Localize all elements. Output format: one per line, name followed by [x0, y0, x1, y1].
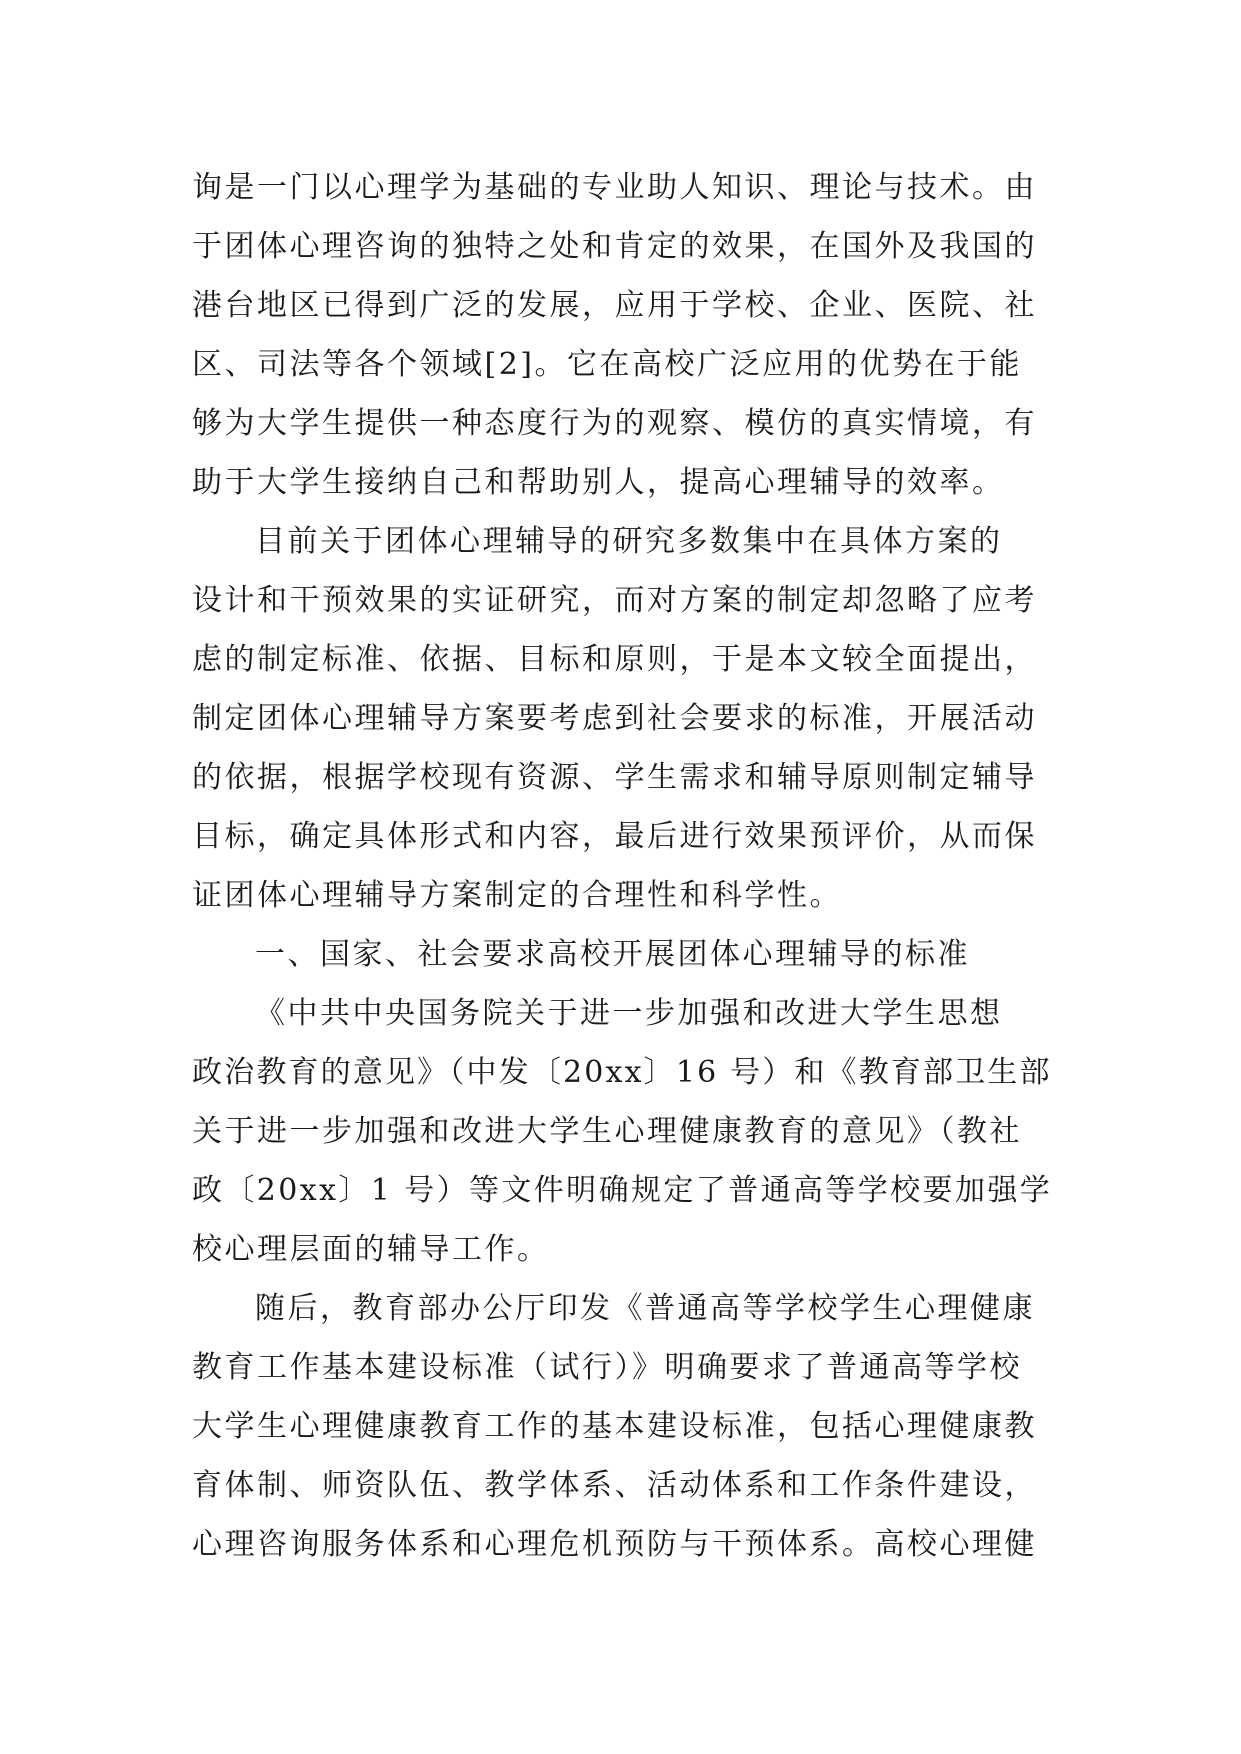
text-line: 设计和干预效果的实证研究，而对方案的制定却忽略了应考 — [192, 583, 1037, 618]
text-line: 虑的制定标准、依据、目标和原则，于是本文较全面提出， — [192, 642, 1037, 677]
text-line: 教育工作基本建设标准（试行）》明确要求了普通高等学校 — [192, 1350, 1022, 1385]
text-line: 校心理层面的辅导工作。 — [192, 1232, 550, 1267]
text-line: 心理咨询服务体系和心理危机预防与干预体系。高校心理健 — [192, 1527, 1037, 1562]
text-line: 询是一门以心理学为基础的专业助人知识、理论与技术。由 — [192, 170, 1037, 205]
text-line: 港台地区已得到广泛的发展，应用于学校、企业、医院、社 — [192, 288, 1037, 323]
text-line: 目标，确定具体形式和内容，最后进行效果预评价，从而保 — [192, 819, 1037, 854]
text-line: 《中共中央国务院关于进一步加强和改进大学生思想 — [255, 996, 1003, 1031]
text-line: 一、国家、社会要求高校开展团体心理辅导的标准 — [255, 937, 970, 972]
text-line: 育体制、师资队伍、教学体系、活动体系和工作条件建设， — [192, 1468, 1037, 1503]
text-line: 关于进一步加强和改进大学生心理健康教育的意见》（教社 — [192, 1114, 1022, 1149]
text-line: 随后，教育部办公厅印发《普通高等学校学生心理健康 — [255, 1291, 1035, 1326]
text-line: 目前关于团体心理辅导的研究多数集中在具体方案的 — [255, 524, 1003, 559]
text-line: 制定团体心理辅导方案要考虑到社会要求的标准，开展活动 — [192, 701, 1037, 736]
text-line: 助于大学生接纳自己和帮助别人，提高心理辅导的效率。 — [192, 465, 1005, 500]
text-line: 大学生心理健康教育工作的基本建设标准，包括心理健康教 — [192, 1409, 1037, 1444]
body-text — [192, 158, 1052, 1574]
text-line: 够为大学生提供一种态度行为的观察、模仿的真实情境，有 — [192, 406, 1037, 441]
text-line: 的依据，根据学校现有资源、学生需求和辅导原则制定辅导 — [192, 760, 1037, 795]
text-line: 于团体心理咨询的独特之处和肯定的效果，在国外及我国的 — [192, 229, 1037, 264]
text-line: 证团体心理辅导方案制定的合理性和科学性。 — [192, 878, 842, 913]
text-line: 区、司法等各个领域[2]。它在高校广泛应用的优势在于能 — [192, 347, 1022, 382]
text-line: 政〔20xx〕1 号）等文件明确规定了普通高等学校要加强学 — [192, 1173, 1053, 1208]
text-line: 政治教育的意见》（中发〔20xx〕16 号）和《教育部卫生部 — [192, 1055, 1052, 1090]
